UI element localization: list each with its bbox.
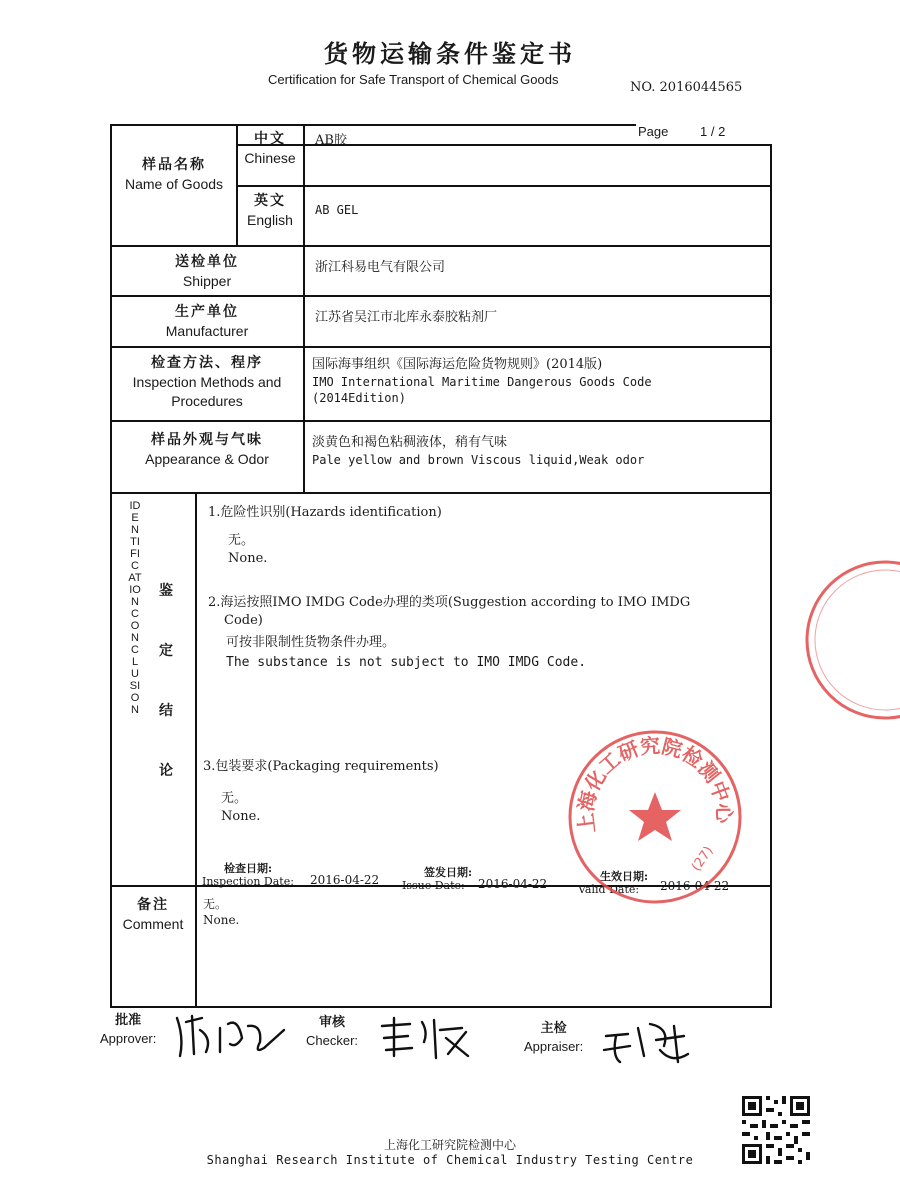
divider — [303, 245, 305, 493]
shipper-label-en: Shipper — [182, 272, 232, 289]
appearance-value-en: Pale yellow and brown Viscous liquid,Weak odor — [312, 452, 645, 467]
hazard-answer-en: None. — [228, 551, 268, 566]
shipper-label-cn: 送检单位 — [175, 254, 239, 270]
page-label: Page — [638, 124, 669, 139]
packaging-answer-en: None. — [221, 809, 261, 824]
comment-value-en: None. — [203, 913, 240, 927]
manufacturer-label — [112, 303, 302, 341]
comment-label — [112, 896, 194, 934]
appraiser-label-cn: 主检 — [540, 1021, 567, 1036]
comment-value-cn: 无。 — [203, 897, 228, 911]
manufacturer-label-en: Manufacturer — [165, 322, 249, 339]
valid-date-label-cn: 生效日期: — [600, 870, 649, 883]
valid-date-label-en: Valid Date: — [578, 883, 640, 897]
appraiser-signature — [600, 1016, 700, 1068]
conclusion-side-char-4: 论 — [159, 763, 173, 779]
shipper-label — [112, 253, 302, 291]
valid-date-value: 2016-04-22 — [660, 879, 730, 893]
divider — [110, 295, 772, 297]
divider — [110, 420, 772, 422]
conclusion-side-char-3: 结 — [159, 703, 173, 719]
page-number: 1 / 2 — [700, 124, 726, 139]
table-border-right — [770, 144, 772, 1008]
hazard-heading: 1.危险性识别(Hazards identification) — [208, 505, 442, 520]
appearance-value — [312, 434, 644, 468]
approver-label-cn: 批准 — [115, 1013, 142, 1028]
inspection-label-cn: 检查方法、程序 — [151, 355, 263, 371]
chinese-label — [238, 130, 302, 168]
divider — [110, 245, 772, 247]
footer — [0, 1136, 900, 1167]
inspection-value-en-1: IMO International Maritime Dangerous Goods Code — [312, 374, 652, 389]
divider — [110, 346, 772, 348]
footer-institute-cn: 上海化工研究院检测中心 — [383, 1138, 516, 1152]
english-label — [238, 192, 302, 230]
inspection-label — [112, 354, 302, 411]
table-border-top-left — [110, 124, 636, 126]
footer-institute-en: Shanghai Research Institute of Chemical Industry Testing Centre — [206, 1153, 694, 1167]
document-title-en: Certification for Safe Transport of Chemical Goods — [268, 72, 559, 87]
conclusion-side-label-en: IDENTIFICATION CONCLUSION — [128, 500, 142, 716]
inspection-date-label-cn: 检查日期: — [224, 862, 273, 875]
shipper-value: 浙江科易电气有限公司 — [315, 260, 446, 275]
chinese-label-en: Chinese — [244, 149, 296, 166]
divider — [195, 492, 197, 886]
divider — [236, 185, 772, 187]
goods-name-chinese: AB胶 — [315, 133, 347, 148]
appraiser-label — [524, 1020, 583, 1056]
checker-signature — [376, 1012, 486, 1064]
comment-label-en: Comment — [122, 915, 184, 932]
approver-signature — [172, 1008, 292, 1060]
issue-date-value: 2016-04-22 — [478, 877, 548, 891]
seal-text: 上海化工研究院检测中心 — [573, 733, 737, 835]
goods-label-en: Name of Goods — [124, 175, 224, 192]
document-title-cn: 货物运输条件鉴定书 — [324, 39, 576, 68]
divider — [195, 885, 197, 1007]
approver-label — [100, 1012, 156, 1048]
comment-label-cn: 备注 — [137, 897, 169, 913]
divider — [110, 492, 772, 494]
manufacturer-value: 江苏省吴江市北库永泰胶粘剂厂 — [315, 310, 498, 325]
english-label-en: English — [247, 211, 293, 228]
appraiser-label-en: Appraiser: — [524, 1039, 584, 1055]
conclusion-side-char-2: 定 — [159, 643, 173, 659]
inspection-date-value: 2016-04-22 — [310, 873, 380, 887]
imdg-answer-cn: 可按非限制性货物条件办理。 — [226, 635, 396, 650]
approver-label-en: Approver: — [100, 1031, 157, 1047]
english-label-cn: 英文 — [254, 193, 286, 209]
inspection-label-en-2: Procedures — [171, 392, 243, 409]
seal-number: (27) — [688, 843, 717, 875]
goods-label-cn: 样品名称 — [142, 157, 206, 173]
checker-label-en: Checker: — [306, 1033, 359, 1049]
inspection-value-en-2: (2014Edition) — [312, 390, 406, 405]
appearance-label-en: Appearance & Odor — [145, 450, 269, 467]
appearance-label — [112, 431, 302, 469]
imdg-answer-en: The substance is not subject to IMO IMDG Code. — [226, 655, 587, 670]
manufacturer-label-cn: 生产单位 — [175, 304, 239, 320]
inspection-value-cn: 国际海事组织《国际海运危险货物规则》(2014版) — [312, 357, 603, 372]
packaging-answer-cn: 无。 — [221, 791, 248, 806]
issue-date-label-cn: 签发日期: — [424, 866, 473, 879]
checker-label — [306, 1014, 358, 1050]
imdg-heading-line-1: 2.海运按照IMO IMDG Code办理的类项(Suggestion according to IMO IMDG — [208, 595, 691, 610]
conclusion-side-char-1: 鉴 — [159, 583, 173, 599]
seal-star-icon — [629, 792, 681, 841]
issue-date-label-en: Issue Date: — [402, 879, 465, 893]
inspection-date-label — [202, 862, 294, 888]
hazard-answer-cn: 无。 — [228, 533, 255, 548]
chinese-label-cn: 中文 — [254, 131, 286, 147]
inspection-label-en-1: Inspection Methods and — [132, 373, 282, 390]
certificate-number: NO. 2016044565 — [630, 80, 743, 95]
issue-date-label — [402, 866, 472, 892]
packaging-heading: 3.包装要求(Packaging requirements) — [203, 759, 439, 774]
imdg-heading-line-2: Code) — [224, 612, 263, 628]
imdg-heading — [208, 594, 760, 629]
appearance-label-cn: 样品外观与气味 — [151, 432, 263, 448]
official-seal-stamp — [560, 722, 750, 912]
inspection-value — [312, 356, 652, 406]
goods-label — [112, 156, 236, 194]
partial-seal-stamp — [790, 550, 900, 730]
appearance-value-cn: 淡黄色和褐色粘稠液体，稍有气味 — [312, 435, 508, 450]
checker-label-cn: 审核 — [319, 1015, 346, 1030]
inspection-date-label-en: Inspection Date: — [202, 875, 294, 889]
goods-name-english: AB GEL — [315, 203, 359, 217]
